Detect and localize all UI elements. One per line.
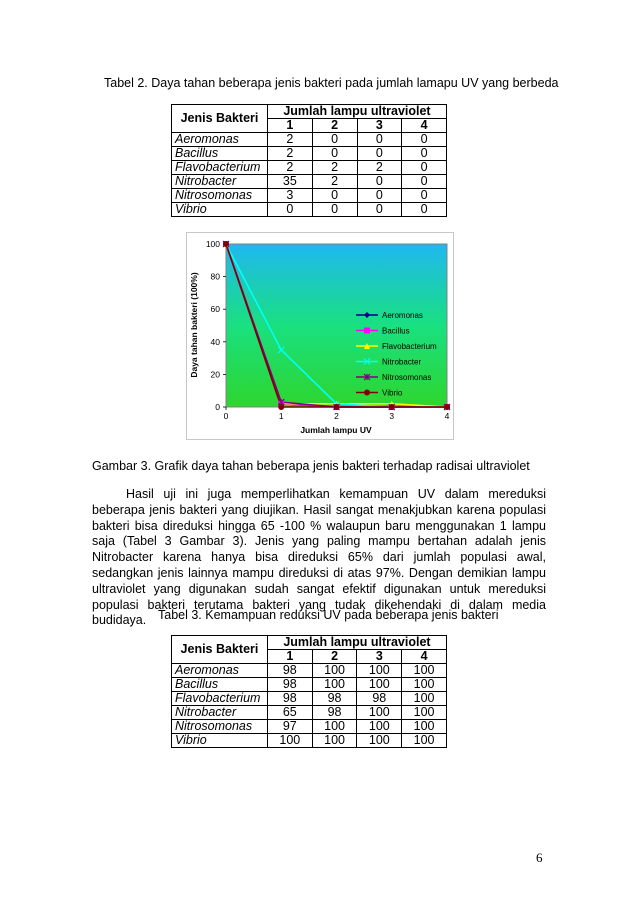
legend-label: Bacillus bbox=[382, 326, 410, 336]
table-cell: 100 bbox=[402, 664, 447, 678]
table-cell: 2 bbox=[357, 161, 402, 175]
table2-col-header: 1 bbox=[267, 119, 312, 133]
table-cell: 0 bbox=[402, 203, 447, 217]
figure-caption: Gambar 3. Grafik daya tahan beberapa jenis bakteri terhadap radisai ultraviolet bbox=[92, 459, 530, 473]
legend-label: Aeromonas bbox=[382, 311, 423, 320]
legend-label: Flavobacterium bbox=[382, 342, 437, 351]
table-cell: 100 bbox=[312, 720, 357, 734]
table-row bbox=[172, 706, 447, 720]
table-cell: 0 bbox=[357, 203, 402, 217]
table-cell: 0 bbox=[312, 189, 357, 203]
species-name: Nitrobacter bbox=[172, 706, 268, 720]
species-name: Nitrosomonas bbox=[172, 720, 268, 734]
y-tick-label: 0 bbox=[215, 402, 220, 412]
species-name: Nitrobacter bbox=[172, 175, 268, 189]
y-tick-label: 60 bbox=[210, 304, 220, 315]
legend-marker bbox=[364, 390, 370, 396]
table-cell: 100 bbox=[357, 734, 402, 748]
x-tick-label: 2 bbox=[334, 411, 339, 421]
table-cell: 98 bbox=[267, 678, 312, 692]
table3 bbox=[171, 635, 447, 748]
data-point-vibrio bbox=[278, 404, 284, 410]
x-tick-label: 0 bbox=[223, 411, 229, 421]
table2-col-header: 3 bbox=[357, 119, 402, 133]
table-cell: 2 bbox=[267, 133, 312, 147]
table2-header-species: Jenis Bakteri bbox=[172, 105, 268, 133]
table-row bbox=[172, 678, 447, 692]
legend-label: Vibrio bbox=[382, 388, 403, 398]
table-cell: 0 bbox=[357, 175, 402, 189]
table-cell: 0 bbox=[402, 147, 447, 161]
table-cell: 100 bbox=[267, 734, 312, 748]
table3-col-header: 1 bbox=[267, 650, 312, 664]
species-name: Aeromonas bbox=[172, 133, 268, 147]
table-cell: 0 bbox=[312, 147, 357, 161]
table-cell: 97 bbox=[267, 720, 312, 734]
table-row bbox=[172, 734, 447, 748]
table-cell: 0 bbox=[267, 203, 312, 217]
table-cell: 2 bbox=[312, 161, 357, 175]
table-cell: 98 bbox=[267, 664, 312, 678]
table-row bbox=[172, 189, 447, 203]
x-tick-label: 4 bbox=[444, 411, 450, 421]
data-point-vibrio bbox=[334, 404, 340, 410]
table-row bbox=[172, 203, 447, 217]
table-cell: 98 bbox=[312, 706, 357, 720]
table-cell: 100 bbox=[402, 692, 447, 706]
table3-col-header: 4 bbox=[402, 650, 447, 664]
table-cell: 0 bbox=[402, 175, 447, 189]
x-axis-label: Jumlah lampu UV bbox=[300, 425, 372, 435]
table-row bbox=[172, 720, 447, 734]
table-cell: 3 bbox=[267, 189, 312, 203]
table3-header-group: Jumlah lampu ultraviolet bbox=[267, 636, 446, 650]
table3-caption: Tabel 3. Kemampuan reduksi UV pada beberapa jenis bakteri bbox=[158, 608, 499, 622]
table-cell: 100 bbox=[402, 706, 447, 720]
table-cell: 0 bbox=[312, 133, 357, 147]
species-name: Bacillus bbox=[172, 147, 268, 161]
table-cell: 2 bbox=[267, 147, 312, 161]
page-number: 6 bbox=[536, 850, 543, 865]
table-cell: 100 bbox=[357, 706, 402, 720]
table-cell: 0 bbox=[357, 147, 402, 161]
table2-col-header: 2 bbox=[312, 119, 357, 133]
table-row bbox=[172, 161, 447, 175]
x-tick-label: 3 bbox=[389, 411, 395, 421]
table-row bbox=[172, 692, 447, 706]
table2-caption: Tabel 2. Daya tahan beberapa jenis bakteri pada jumlah lamapu UV yang berbeda bbox=[104, 76, 559, 90]
table-cell: 0 bbox=[402, 189, 447, 203]
bacteria-survival-chart bbox=[186, 232, 454, 440]
table-row bbox=[172, 147, 447, 161]
species-name: Flavobacterium bbox=[172, 161, 268, 175]
species-name: Flavobacterium bbox=[172, 692, 268, 706]
legend-label: Nitrobacter bbox=[382, 357, 422, 367]
table-cell: 100 bbox=[357, 664, 402, 678]
species-name: Vibrio bbox=[172, 203, 268, 217]
species-name: Nitrosomonas bbox=[172, 189, 268, 203]
table2-header-group: Jumlah lampu ultraviolet bbox=[267, 105, 446, 119]
table-cell: 100 bbox=[357, 720, 402, 734]
data-point-vibrio bbox=[444, 404, 450, 410]
table2 bbox=[171, 104, 447, 217]
table-cell: 2 bbox=[267, 161, 312, 175]
table-cell: 98 bbox=[312, 692, 357, 706]
table-cell: 100 bbox=[312, 678, 357, 692]
table-cell: 100 bbox=[402, 678, 447, 692]
table-cell: 100 bbox=[312, 664, 357, 678]
species-name: Bacillus bbox=[172, 678, 268, 692]
table-cell: 0 bbox=[402, 161, 447, 175]
table-cell: 100 bbox=[402, 720, 447, 734]
table-cell: 100 bbox=[312, 734, 357, 748]
table2-col-header: 4 bbox=[402, 119, 447, 133]
table-row bbox=[172, 133, 447, 147]
y-tick-label: 80 bbox=[210, 271, 220, 282]
body-paragraph: Hasil uji ini juga memperlihatkan kemampuan UV dalam mereduksi beberapa jenis bakteri yang diujikan. Hasil sangat menakjubkan karena populasi bakteri bisa direduksi hingga 65 -100 % walaupun baru menggunakan 1 lampu saja (Tabel 3 Gambar 3). Jenis yang paling mampu bertahan adalah jenis Nitrobacter karena hanya bisa direduksi 65% dari jumlah populasi awal, sedangkan jenis lainnya mampu direduksi di atas 97%. Dengan demikian lampu ultraviolet yang digunakan sudah sangat efektif digunakan untuk mereduksi populasi bakteri terutama bakteri yang tudak dikehendaki di dalam media budidaya. bbox=[92, 487, 546, 628]
data-point-vibrio bbox=[223, 241, 229, 247]
table-cell: 65 bbox=[267, 706, 312, 720]
y-axis-label: Daya tahan bakteri (100%) bbox=[189, 272, 199, 378]
table-cell: 98 bbox=[357, 692, 402, 706]
x-tick-label: 1 bbox=[278, 411, 284, 421]
y-tick-label: 100 bbox=[205, 239, 220, 249]
table3-col-header: 3 bbox=[357, 650, 402, 664]
table-cell: 100 bbox=[402, 734, 447, 748]
table-row bbox=[172, 175, 447, 189]
table-cell: 100 bbox=[357, 678, 402, 692]
table-cell: 0 bbox=[357, 133, 402, 147]
y-tick-label: 20 bbox=[210, 369, 220, 380]
table-cell: 35 bbox=[267, 175, 312, 189]
legend-label: Nitrosomonas bbox=[382, 373, 432, 382]
data-point-vibrio bbox=[389, 404, 395, 410]
y-tick-label: 40 bbox=[210, 336, 220, 347]
table-cell: 98 bbox=[267, 692, 312, 706]
table3-col-header: 2 bbox=[312, 650, 357, 664]
table-row bbox=[172, 664, 447, 678]
table3-header-species: Jenis Bakteri bbox=[172, 636, 268, 664]
table-cell: 0 bbox=[357, 189, 402, 203]
legend-marker bbox=[364, 328, 370, 334]
species-name: Aeromonas bbox=[172, 664, 268, 678]
table-cell: 0 bbox=[312, 203, 357, 217]
species-name: Vibrio bbox=[172, 734, 268, 748]
table-cell: 0 bbox=[402, 133, 447, 147]
table-cell: 2 bbox=[312, 175, 357, 189]
